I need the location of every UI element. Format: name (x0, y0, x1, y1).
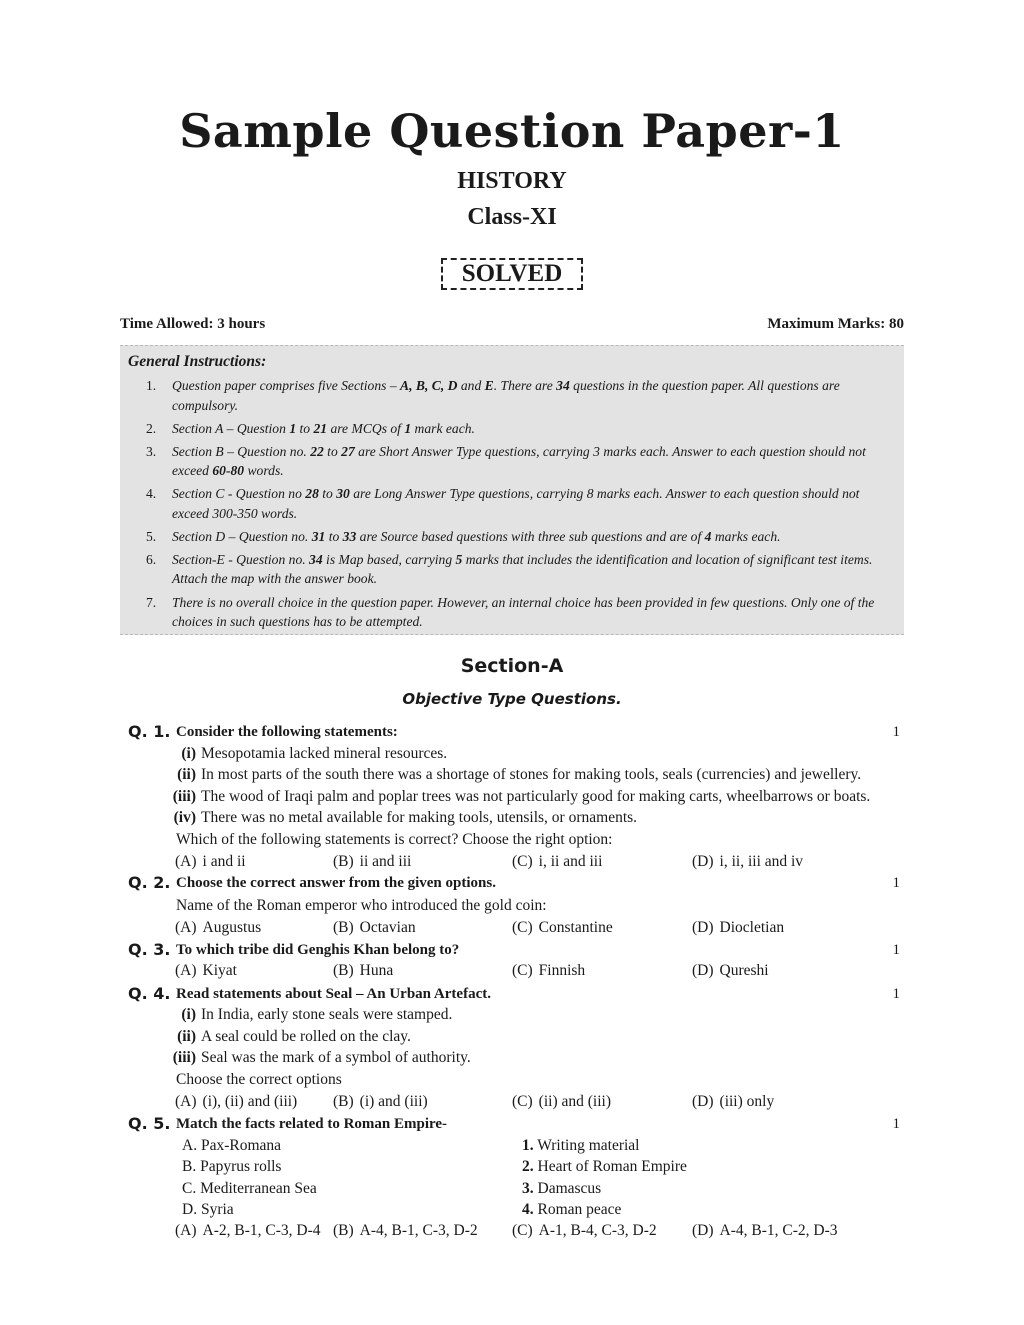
question-text: Match the facts related to Roman Empire- (176, 1116, 448, 1132)
question-text: Choose the correct answer from the given options. (176, 875, 496, 891)
instruction-text: Question paper comprises five Sections – A, B, C, D and E. There are 34 questions in the question paper. All questions are compulsory. (172, 378, 840, 413)
question-mark: 1 (892, 875, 900, 891)
maximum-marks: Maximum Marks: 80 (767, 316, 904, 332)
instruction-text: Section D – Question no. 31 to 33 are Source based questions with three sub questions and are of 4 marks each. (172, 528, 781, 544)
statement-text: Seal was the mark of a symbol of authority. (201, 1049, 471, 1066)
match-left-item: A. Pax-Romana (182, 1137, 282, 1154)
instruction-number: 1. (146, 378, 157, 393)
option-c: (C) i, ii and iii (512, 853, 603, 870)
option-d: (D) (iii) only (692, 1093, 775, 1110)
instruction-text: Section C - Question no 28 to 30 are Long Answer Type questions, carrying 8 marks each. Answer to each question should not exceed 300-350 words. (172, 486, 860, 521)
instruction-number: 3. (146, 443, 157, 459)
question-number: Q. 2. (128, 873, 171, 892)
instruction-number: 2. (146, 420, 157, 436)
option-d: (D) Qureshi (692, 962, 769, 979)
instruction-number: 6. (146, 551, 157, 567)
instruction-number: 4. (146, 486, 157, 502)
question-number: Q. 4. (128, 984, 171, 1003)
option-d: (D) i, ii, iii and iv (692, 853, 804, 870)
option-b: (B) ii and iii (333, 853, 412, 870)
question-number: Q. 1. (128, 722, 171, 741)
instruction-number: 7. (146, 594, 157, 610)
option-a: (A) A-2, B-1, C-3, D-4 (175, 1222, 321, 1239)
section-title: Section-A (460, 655, 564, 677)
instruction-text: Section B – Question no. 22 to 27 are Short Answer Type questions, carrying 3 marks each. Answer to each question should not exceed 60-80 words. (172, 443, 866, 479)
match-left-item: B. Papyrus rolls (182, 1158, 282, 1175)
instruction-number: 5. (146, 528, 157, 544)
match-left-item: C. Mediterranean Sea (182, 1180, 317, 1197)
option-a: (A) Augustus (175, 919, 262, 936)
statement-text: Mesopotamia lacked mineral resources. (201, 745, 448, 762)
question-prompt: Name of the Roman emperor who introduced the gold coin: (176, 897, 547, 914)
option-d: (D) Diocletian (692, 919, 785, 936)
question-text: Consider the following statements: (176, 724, 398, 740)
instruction-item (120, 376, 904, 415)
question-prompt: Choose the correct options (176, 1071, 342, 1088)
option-b: (B) Huna (333, 962, 394, 979)
statement-label: (i) (181, 745, 196, 762)
statement-text: In India, early stone seals were stamped. (201, 1006, 453, 1023)
statement-label: (ii) (177, 1028, 196, 1045)
question-mark: 1 (892, 724, 900, 740)
instruction-item (120, 593, 904, 632)
option-b: (B) (i) and (iii) (333, 1093, 428, 1110)
question-text: To which tribe did Genghis Khan belong to? (176, 942, 460, 958)
instructions-title: General Instructions: (128, 353, 267, 370)
question-number: Q. 5. (128, 1114, 171, 1133)
time-allowed: Time Allowed: 3 hours (120, 316, 266, 332)
statement-label: (iii) (172, 788, 196, 805)
statement-text: A seal could be rolled on the clay. (201, 1028, 411, 1045)
instruction-text: There is no overall choice in the question paper. However, an internal choice has been provided in few questions. Only one of the choices in such questions has to be attempted. (172, 594, 875, 630)
match-right-item: 2. Heart of Roman Empire (522, 1158, 687, 1175)
subject-heading: HISTORY (457, 168, 567, 194)
question-number: Q. 3. (128, 940, 171, 959)
question-text: Read statements about Seal – An Urban Artefact. (176, 986, 491, 1002)
statement-text: The wood of Iraqi palm and poplar trees was not particularly good for making carts, wheelbarrows or boats. (201, 788, 871, 805)
instruction-text: Section-E - Question no. 34 is Map based, carrying 5 marks that includes the identification and location of significant test items. Attach the map with the answer book. (172, 551, 873, 587)
class-heading: Class-XI (467, 204, 557, 230)
instruction-item (120, 527, 904, 547)
option-c: (C) Constantine (512, 919, 613, 936)
statement-text: In most parts of the south there was a shortage of stones for making tools, seals (currencies) and jewellery. (201, 766, 862, 783)
instructions-list (120, 376, 904, 635)
match-right-item: 4. Roman peace (522, 1201, 622, 1218)
option-c: (C) A-1, B-4, C-3, D-2 (512, 1222, 657, 1239)
question-prompt: Which of the following statements is correct? Choose the right option: (176, 831, 613, 848)
option-d: (D) A-4, B-1, C-2, D-3 (692, 1222, 838, 1239)
option-a: (A) i and ii (175, 853, 246, 870)
option-c: (C) Finnish (512, 962, 586, 979)
section-subtitle: Objective Type Questions. (402, 690, 622, 708)
statement-label: (iv) (173, 809, 196, 826)
option-b: (B) A-4, B-1, C-3, D-2 (333, 1222, 478, 1239)
question-mark: 1 (892, 1116, 900, 1132)
instruction-item (120, 484, 904, 523)
instruction-item (120, 442, 904, 481)
option-a: (A) Kiyat (175, 962, 237, 979)
instruction-text: Section A – Question 1 to 21 are MCQs of 1 mark each. (172, 420, 475, 436)
match-left-item: D. Syria (182, 1201, 234, 1218)
option-b: (B) Octavian (333, 919, 416, 936)
match-right-item: 1. Writing material (522, 1137, 640, 1154)
instruction-item (120, 550, 904, 589)
statement-label: (iii) (172, 1049, 196, 1066)
paper-title: Sample Question Paper-1 (179, 104, 845, 158)
option-c: (C) (ii) and (iii) (512, 1093, 611, 1110)
match-right-item: 3. Damascus (522, 1180, 602, 1197)
statement-label: (i) (181, 1006, 196, 1023)
question-mark: 1 (892, 986, 900, 1002)
question-mark: 1 (892, 942, 900, 958)
instruction-item (120, 419, 904, 439)
statement-text: There was no metal available for making tools, utensils, or ornaments. (201, 809, 638, 826)
option-a: (A) (i), (ii) and (iii) (175, 1093, 298, 1110)
statement-label: (ii) (177, 766, 196, 783)
general-instructions-box (120, 345, 904, 635)
solved-badge: SOLVED (441, 258, 583, 290)
